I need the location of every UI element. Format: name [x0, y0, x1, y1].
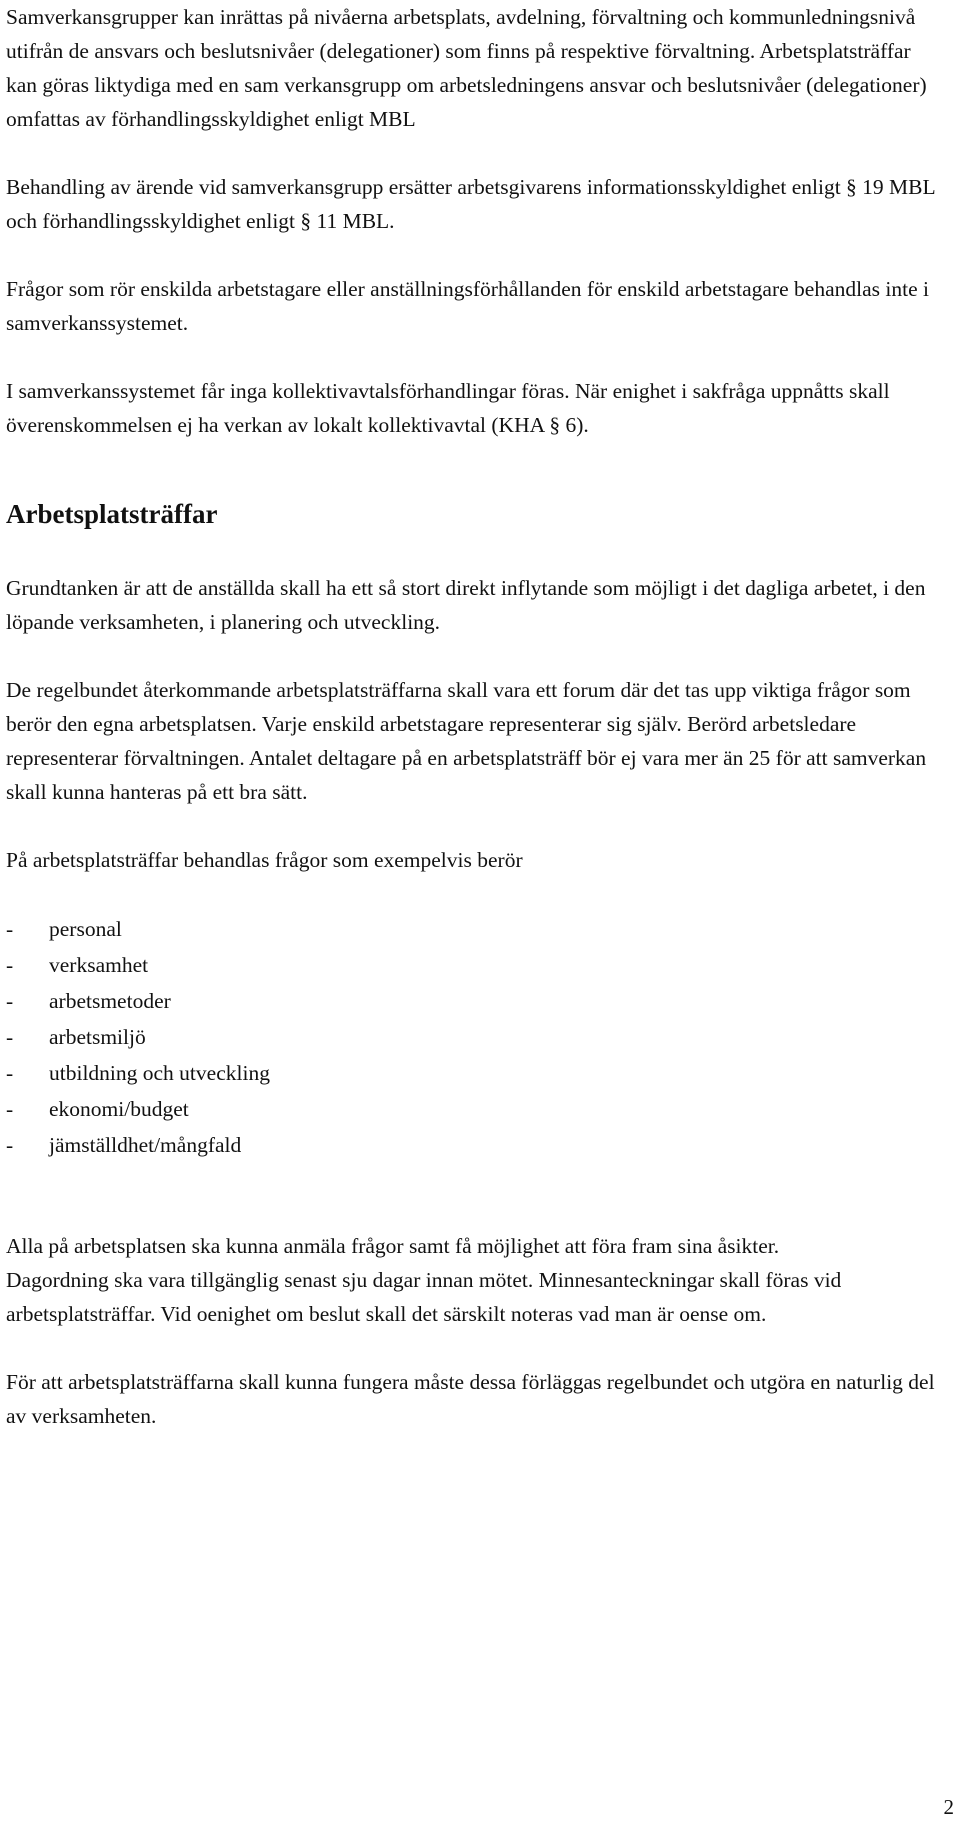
paragraph-grundtanken: Grundtanken är att de anställda skall ha ett så stort direkt inflytande som möjligt i det dagliga arbetet, i den löpande verksamheten, i planering och utveckling. [6, 576, 926, 634]
paragraph-regelbundet-aterkommande: De regelbundet återkommande arbetsplatsträffarna skall vara ett forum där det tas upp viktiga frågor som berör den egna arbetsplatsen. Varje enskild arbetstagare representerar sig själv. Berörd arbetsledare representerar förvaltningen. Antalet deltagare på en arbetsplatsträff bör ej vara mer än 25 för att samverkan skall kunna hanteras på ett bra sätt. [6, 678, 927, 804]
paragraph-dagordning: Dagordning ska vara tillgänglig senast sju dagar innan mötet. Minnesanteckningar skall föras vid arbetsplatsträffar. Vid oenighet om beslut skall det särskilt noteras vad man är oense om. [6, 1268, 842, 1326]
document-page [6, 0, 946, 1467]
list-dash: - [6, 917, 14, 941]
list-item-text: ekonomi/budget [49, 1097, 189, 1121]
list-item [6, 911, 946, 947]
list-item [6, 1019, 946, 1055]
list-item [6, 1127, 946, 1163]
list-dash: - [6, 953, 14, 977]
list-item-text: arbetsmetoder [49, 989, 171, 1013]
page-number: 2 [943, 1795, 954, 1819]
list-item-text: jämställdhet/mångfald [49, 1133, 242, 1157]
list-dash: - [6, 1025, 14, 1049]
list-item [6, 947, 946, 983]
list-item-text: verksamhet [49, 953, 149, 977]
paragraph-alla-pa-arbetsplatsen: Alla på arbetsplatsen ska kunna anmäla frågor samt få möjlighet att föra fram sina åsikter. [6, 1234, 780, 1258]
list-dash: - [6, 989, 14, 1013]
paragraph-kollektivavtal: I samverkanssystemet får inga kollektivavtalsförhandlingar föras. När enighet i sakfråga uppnåtts skall överenskommelsen ej ha verkan av lokalt kollektivavtal (KHA § 6). [6, 379, 890, 437]
list-item [6, 1055, 946, 1091]
section-heading-arbetsplatstraffar: Arbetsplatsträffar [6, 499, 218, 529]
list-dash: - [6, 1097, 14, 1121]
list-item-text: utbildning och utveckling [49, 1061, 270, 1085]
paragraph-forlaggas-regelbundet: För att arbetsplatsträffarna skall kunna fungera måste dessa förläggas regelbundet och utgöra en naturlig del av verksamheten. [6, 1370, 935, 1428]
paragraph-enskilda-arbetstagare: Frågor som rör enskilda arbetstagare eller anställningsförhållanden för enskild arbetstagare behandlas inte i samverkanssystemet. [6, 277, 929, 335]
list-item [6, 1091, 946, 1127]
paragraph-list-intro: På arbetsplatsträffar behandlas frågor som exempelvis berör [6, 848, 523, 872]
list-dash: - [6, 1061, 14, 1085]
topic-list [6, 911, 946, 1163]
paragraph-behandling-av-arende: Behandling av ärende vid samverkansgrupp ersätter arbetsgivarens informationsskyldighet enligt § 19 MBL och förhandlingsskyldighet enligt § 11 MBL. [6, 175, 935, 233]
list-dash: - [6, 1133, 14, 1157]
list-item [6, 983, 946, 1019]
list-item-text: personal [49, 917, 122, 941]
paragraph-samverkansgrupper: Samverkansgrupper kan inrättas på nivåerna arbetsplats, avdelning, förvaltning och kommunledningsnivå utifrån de ansvars och beslutsnivåer (delegationer) som finns på respektive förvaltning. Arbetsplatsträffar kan göras liktydiga med en sam verkansgrupp om arbetsledningens ansvar och beslutsnivåer (delegationer) omfattas av förhandlingsskyldighet enligt MBL [6, 5, 927, 131]
list-item-text: arbetsmiljö [49, 1025, 146, 1049]
